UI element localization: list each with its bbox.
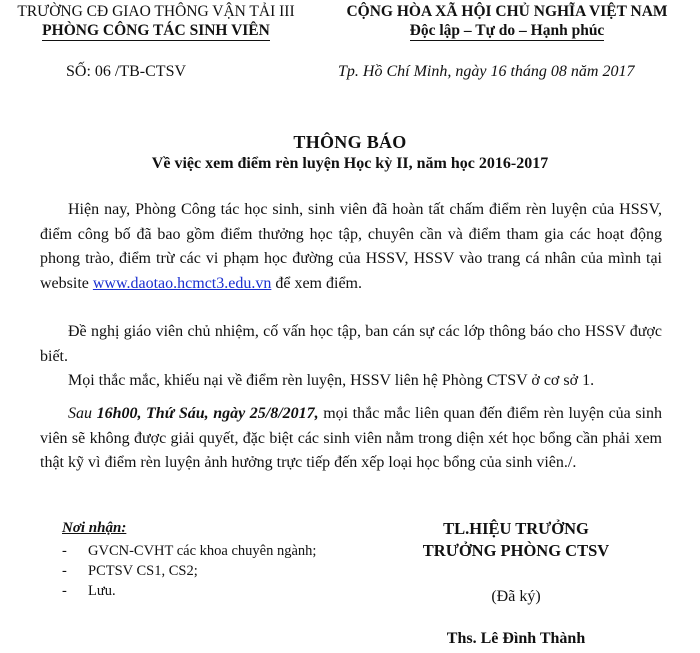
department-name-text: PHÒNG CÔNG TÁC SINH VIÊN — [42, 22, 270, 39]
list-item — [62, 541, 316, 561]
bullet-dash: - — [62, 543, 67, 559]
recipient-text: PCTSV CS1, CS2; — [88, 563, 198, 579]
recipient-text: Lưu. — [88, 583, 116, 599]
website-link[interactable]: www.daotao.hcmct3.edu.vn — [92, 274, 272, 292]
recipients-title: Nơi nhận: — [62, 520, 127, 536]
paragraph-3-text: Mọi thắc mắc, khiếu nại về điểm rèn luyện, HSSV liên hệ Phòng CTSV ở cơ sở 1. — [68, 372, 595, 389]
deadline-text: 16h00, Thứ Sáu, ngày 25/8/2017, — [96, 405, 319, 422]
header-right — [322, 2, 692, 41]
national-title: CỘNG HÒA XÃ HỘI CHỦ NGHĨA VIỆT NAM — [346, 3, 668, 20]
paragraph-1-text: Hiện nay, Phòng Công tác học sinh, sinh viên đã hoàn tất chấm điểm rèn luyện của HSSV, điểm công bố đã bao gồm điểm thưởng học tập, chuyên cần và điểm tham gia các hoạt động phong trào, điểm trừ các vi phạm học đường của HSSV, HSSV vào trang cá nhân của mình tại website — [40, 201, 662, 292]
recipients-list — [62, 541, 316, 601]
header-left — [14, 2, 298, 41]
paragraph-2-text: Đề nghị giáo viên chủ nhiệm, cố vấn học tập, ban cán sự các lớp thông báo cho HSSV được biết. — [40, 323, 662, 365]
school-name: TRƯỜNG CĐ GIAO THÔNG VẬN TẢI III — [17, 3, 295, 20]
list-item — [62, 581, 316, 601]
paragraph-4-text: mọi thắc mắc liên quan đến điểm rèn luyện của sinh viên sẽ không được giải quyết, đặc biệt các sinh viên nằm trong diện xét học bổng cần phải xem thật kỹ vì điểm rèn luyện ảnh hưởng trực tiếp đến xếp loại học bổng của sinh viên./. — [40, 405, 663, 471]
paragraph-1 — [40, 198, 662, 296]
signature-line-2: TRƯỞNG PHÒNG CTSV — [422, 541, 610, 560]
bullet-dash: - — [62, 563, 67, 579]
paragraph-4 — [40, 402, 662, 476]
signature-line-1: TL.HIỆU TRƯỞNG — [443, 519, 589, 538]
document-subtitle: Về việc xem điểm rèn luyện Học kỳ II, năm học 2016-2017 — [151, 155, 549, 172]
reference-number: SỐ: 06 /TB-CTSV — [66, 63, 187, 80]
date-line: Tp. Hồ Chí Minh, ngày 16 tháng 08 năm 2017 — [338, 63, 635, 80]
document-title: THÔNG BÁO — [293, 132, 407, 152]
department-name — [14, 21, 298, 41]
paragraph-4-italic: Sau — [68, 405, 97, 422]
paragraph-3 — [40, 369, 662, 394]
national-motto-text: Độc lập – Tự do – Hạnh phúc — [409, 22, 605, 39]
list-item — [62, 561, 316, 581]
signer-name: Ths. Lê Đình Thành — [446, 630, 586, 647]
signed-note: (Đã ký) — [491, 588, 541, 605]
national-motto — [322, 21, 692, 41]
paragraph-1-end: để xem điểm. — [271, 274, 362, 292]
recipient-text: GVCN-CVHT các khoa chuyên ngành; — [88, 543, 317, 559]
bullet-dash: - — [62, 583, 67, 599]
paragraph-2 — [40, 320, 662, 369]
